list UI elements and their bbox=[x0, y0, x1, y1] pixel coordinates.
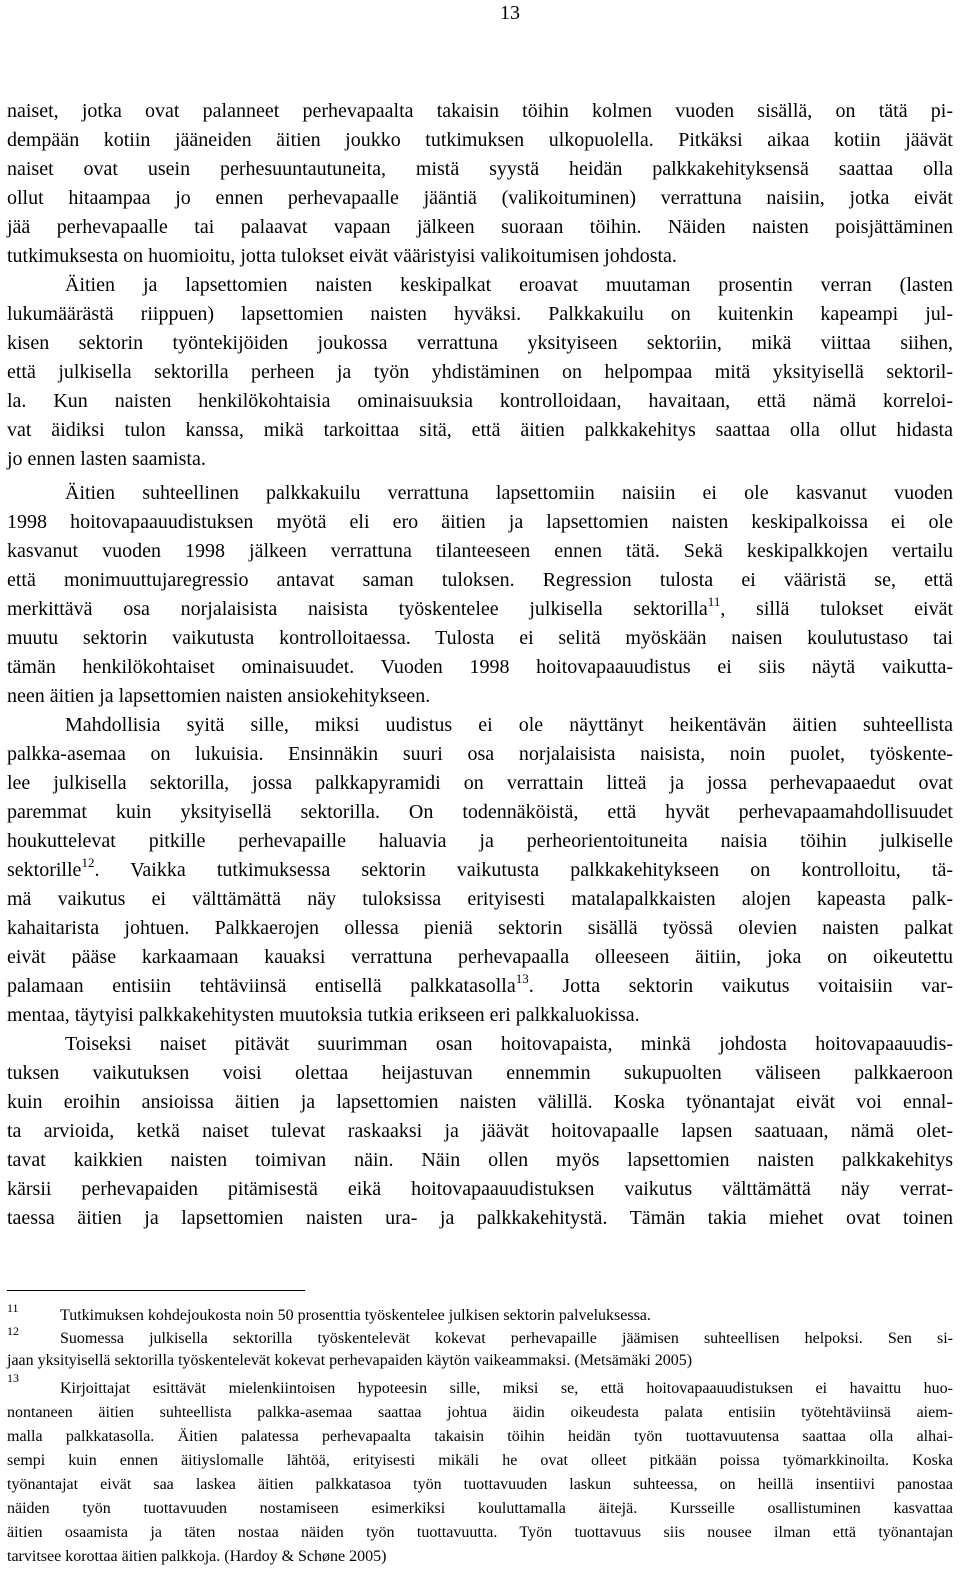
text-span: , sillä tulokset eivät bbox=[720, 598, 953, 620]
text-line: tutkimuksesta on huomioitu, jotta tulokset eivät vääristyisi valikoitumisen johdosta. bbox=[7, 245, 677, 267]
text-line: mentaa, täytyisi palkkakehitysten muutoksia tutkia erikseen eri palkkaluokissa. bbox=[7, 1004, 640, 1026]
text-span: . Vaikka tutkimuksessa sektorin vaikutusta palkkakehitykseen on kontrolloitu, tä- bbox=[94, 859, 953, 881]
footnote-ref-11: 11 bbox=[707, 594, 721, 610]
text-line: kuin eroihin ansioissa äitien ja lapsettomien naisten välillä. Koska työnantajat eivät voi ennal- bbox=[7, 1091, 953, 1113]
text-line: neen äitien ja lapsettomien naisten ansiokehitykseen. bbox=[7, 685, 431, 707]
text-line: naiset, jotka ovat palanneet perhevapaalta takaisin töihin kolmen vuoden sisällä, on tätä pi- bbox=[7, 100, 953, 122]
text-line: tuksen vaikutuksen voisi olettaa heijastuvan ennemmin sukupuolten väliseen palkkaeroon bbox=[7, 1062, 953, 1084]
text-span: sektorille bbox=[7, 859, 82, 881]
text-span: palamaan entisiin tehtäviinsä entisellä palkkatasolla bbox=[7, 975, 516, 997]
text-line: kisen sektorin työntekijöiden joukossa verrattuna yksityiseen sektoriin, mikä viittaa siihen, bbox=[7, 332, 953, 354]
footnote-12: Suomessa julkisella sektorilla työskentelevät kokevat perhevapaille jäämisen suhteellisen helpoksi. Sen si- bbox=[60, 1330, 953, 1347]
footnote-separator bbox=[7, 1290, 305, 1291]
text-line: kärsii perhevapaiden pitämisestä eikä hoitovapaauudistuksen vaikutus välttämättä näy verrat- bbox=[7, 1178, 953, 1200]
footnote-13-line: äitien osaamista ja täten nostaa näiden työn tuottavuutta. Työn tuottavuus siis nousee ilman että työnantajan bbox=[7, 1524, 953, 1541]
footnote-12-line: jaan yksityisellä sektorilla työskentelevät kokevat perhevapaiden käytön vaikeammaksi. (Metsämäki 2005) bbox=[7, 1352, 693, 1369]
text-line: tavat kaikkien naisten toimivan näin. Näin ollen myös lapsettomien naisten palkkakehitys bbox=[7, 1149, 953, 1171]
footnote-13-line: malla palkkatasolla. Äitien palatessa perhevapaalta takaisin töihin heidän työn tuottavuutensa saattaa olla alhai- bbox=[7, 1428, 953, 1445]
text-line: ollut hitaampaa jo ennen perhevapaalle jääntiä (valikoituminen) verrattuna naisiin, jotka eivät bbox=[7, 187, 953, 209]
footnote-number: 13 bbox=[7, 1371, 19, 1385]
text-line: ta arvioida, ketkä naiset tulevat raskaaksi ja jäävät hoitovapaalle lapsen saatuaan, nämä olet- bbox=[7, 1120, 953, 1142]
text-line: paremmat kuin yksityisellä sektorilla. On todennäköistä, että hyvät perhevapaamahdollisuudet bbox=[7, 801, 953, 823]
text-line: taessa äitien ja lapsettomien naisten ura- ja palkkakehitystä. Tämän takia miehet ovat toinen bbox=[7, 1207, 953, 1229]
footnote-11: Tutkimuksen kohdejoukosta noin 50 prosenttia työskentelee julkisen sektorin palveluksessa. bbox=[60, 1307, 651, 1324]
footnote-ref-13: 13 bbox=[515, 971, 529, 987]
text-line bbox=[7, 595, 953, 624]
text-span: merkittävä osa norjalaisista naisista työskentelee julkisella sektorilla bbox=[7, 598, 708, 620]
footnote-ref-12: 12 bbox=[81, 855, 95, 871]
text-line: la. Kun naisten henkilökohtaisia ominaisuuksia kontrolloidaan, havaitaan, että nämä korreloi- bbox=[7, 390, 953, 412]
footnote-number: 11 bbox=[7, 1301, 19, 1315]
text-line bbox=[7, 856, 953, 885]
text-line: vat äidiksi tulon kanssa, mikä tarkoittaa sitä, että äitien palkkakehitys saattaa olla ollut hidasta bbox=[7, 419, 953, 441]
text-line: tämän henkilökohtaiset ominaisuudet. Vuoden 1998 hoitovapaauudistus ei siis näytä vaikutta- bbox=[7, 656, 953, 678]
text-line: palkka-asemaa on lukuisia. Ensinnäkin suuri osa norjalaisista naisista, noin puolet, työskente- bbox=[7, 743, 953, 765]
footnote-13-line: nontaneen äitien suhteellista palkka-asemaa saattaa johtua äidin oikeudesta palata entisiin työtehtäviinsä aiem- bbox=[7, 1404, 953, 1421]
text-line: Äitien suhteellinen palkkakuilu verrattuna lapsettomiin naisiin ei ole kasvanut vuoden bbox=[65, 482, 953, 504]
footnote-number: 12 bbox=[7, 1324, 19, 1338]
text-line: lukumäärästä riippuen) lapsettomien naisten hyväksi. Palkkakuilu on kuitenkin kapeampi jul- bbox=[7, 303, 953, 325]
text-line: naiset ovat usein perhesuuntautuneita, mistä syystä heidän palkkakehityksensä saattaa olla bbox=[7, 158, 953, 180]
text-line: dempään kotiin jääneiden äitien joukko tutkimuksen ulkopuolella. Pitkäksi aikaa kotiin jäävät bbox=[7, 129, 953, 151]
text-line: Toiseksi naiset pitävät suurimman osan hoitovapaista, minkä johdosta hoitovapaauudis- bbox=[65, 1033, 953, 1055]
text-line: muutu sektorin vaikutusta kontrolloitaessa. Tulosta ei selitä myöskään naisen koulutustaso tai bbox=[7, 627, 953, 649]
text-line: kasvanut vuoden 1998 jälkeen verrattuna tilanteeseen ennen tätä. Sekä keskipalkkojen vertailu bbox=[7, 540, 953, 562]
footnote-13-line: sempi kuin ennen äitiyslomalle lähtöä, erityisesti mikäli he ovat olleet pitkään poissa työmarkkinoilta. Koska bbox=[7, 1452, 953, 1469]
text-line: jo ennen lasten saamista. bbox=[7, 448, 206, 470]
text-line bbox=[7, 972, 953, 1001]
page-number: 13 bbox=[500, 2, 520, 24]
text-line: Äitien ja lapsettomien naisten keskipalkat eroavat muutaman prosentin verran (lasten bbox=[65, 274, 953, 296]
text-line: Mahdollisia syitä sille, miksi uudistus ei ole näyttänyt heikentävän äitien suhteellista bbox=[65, 714, 953, 736]
footnote-13: Kirjoittajat esittävät mielenkiintoisen hypoteesin sille, miksi se, että hoitovapaauudistuksen ei havaittu huo- bbox=[60, 1380, 953, 1397]
text-line: eivät pääse karkaamaan kauaksi verrattuna perhevapaalla olleeseen äitiin, joka on oikeutettu bbox=[7, 946, 953, 968]
text-line: että monimuuttujaregressio antavat saman tuloksen. Regression tulosta ei vääristä se, että bbox=[7, 569, 953, 591]
footnote-13-line: työnantajat eivät saa laskea äitien palkkatasoa työn tuottavuuden laskun suhteessa, on heillä insentiivi panostaa bbox=[7, 1476, 953, 1493]
text-line: että julkisella sektorilla perheen ja työn yhdistäminen on helpompaa mitä yksityisellä sektoril- bbox=[7, 361, 953, 383]
text-line: houkuttelevat pitkille perhevapaille haluavia ja perheorientoituneita naisia töihin julkiselle bbox=[7, 830, 953, 852]
text-line: 1998 hoitovapaauudistuksen myötä eli ero äitien ja lapsettomien naisten keskipalkoissa ei ole bbox=[7, 511, 953, 533]
text-line: kahaitarista johtuen. Palkkaerojen ollessa pieniä sektorin sisällä työssä olevien naisten palkat bbox=[7, 917, 953, 939]
text-line: lee julkisella sektorilla, jossa palkkapyramidi on verrattain litteä ja jossa perhevapaaedut ovat bbox=[7, 772, 953, 794]
footnote-13-line: näiden työn tuottavuuden nostamiseen esimerkiksi kouluttamalla äitejä. Kursseille osallistuminen kasvattaa bbox=[7, 1500, 953, 1517]
text-span: . Jotta sektorin vaikutus voitaisiin var- bbox=[528, 975, 953, 997]
text-line: mä vaikutus ei välttämättä näy tuloksissa erityisesti matalapalkkaisten alojen kapeasta palk- bbox=[7, 888, 953, 910]
text-line: jää perhevapaalle tai palaavat vapaan jälkeen suoraan töihin. Näiden naisten poisjättäminen bbox=[7, 216, 953, 238]
footnote-13-line: tarvitsee korottaa äitien palkkoja. (Hardoy & Schøne 2005) bbox=[7, 1548, 387, 1565]
